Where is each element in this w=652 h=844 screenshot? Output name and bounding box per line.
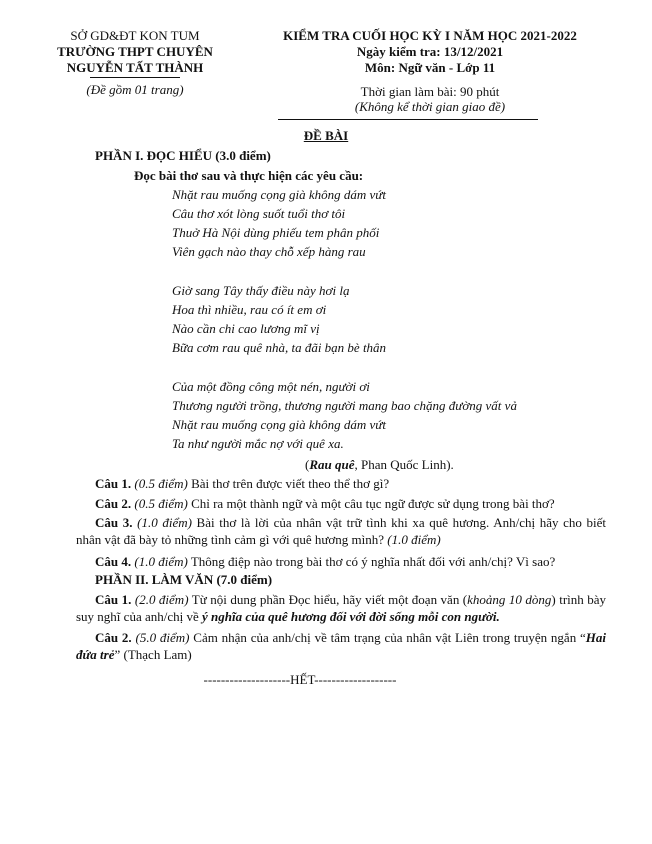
question-text: Bài thơ là lời của nhân vật trữ tình khi xa quê hương. Anh/chị hãy cho biết nhân vật đã bày tỏ những tình cảm gì với quê hương mình? (76, 515, 606, 547)
essay-question-1 (76, 591, 606, 625)
exam-subject: Môn: Ngữ văn - Lớp 11 (364, 60, 496, 75)
part2-heading: PHẦN II. LÀM VĂN (7.0 điểm) (95, 572, 273, 587)
poem-line: Viên gạch nào thay chỗ xếp hàng rau (172, 244, 366, 259)
school-name-line1: TRƯỜNG THPT CHUYÊN (57, 44, 213, 59)
question-points: (5.0 điểm) (135, 630, 190, 645)
essay-question-2 (76, 629, 606, 663)
poem-line: Nhặt rau muống cọng già không dám vứt (172, 417, 386, 432)
question-text: Thông điệp nào trong bài thơ có ý nghĩa nhất đối với anh/chị? Vì sao? (187, 554, 556, 569)
source-open: ( (305, 457, 310, 472)
question-text: Chỉ ra một thành ngữ và một câu tục ngữ được sử dụng trong bài thơ? (187, 496, 555, 511)
question-length: khoảng 10 dòng (467, 592, 552, 607)
question-label: Câu 2. (95, 496, 132, 511)
work-title: Hai đứa trẻ (76, 630, 607, 662)
poem-line: Thuở Hà Nội dùng phiếu tem phân phối (172, 225, 380, 240)
department-name: SỞ GD&ĐT KON TUM (70, 28, 200, 43)
question-points: (1.0 điểm) (137, 515, 192, 530)
exam-date: Ngày kiểm tra: 13/12/2021 (356, 44, 504, 59)
source-author: , Phan Quốc Linh). (354, 457, 454, 472)
part1-instruction: Đọc bài thơ sau và thực hiện các yêu cầu: (134, 168, 364, 183)
question-label: Câu 1. (95, 592, 132, 607)
poem-source (305, 456, 454, 473)
poem-line: Ta như người mắc nợ với quê xa. (172, 436, 344, 451)
question-label: Câu 3. (95, 515, 133, 530)
page-title: ĐỀ BÀI (303, 128, 349, 143)
part1-heading: PHẦN I. ĐỌC HIỂU (3.0 điểm) (95, 148, 271, 163)
exam-duration-note: (Không kể thời gian giao đề) (354, 99, 506, 114)
poem-line: Hoa thì nhiều, rau có ít em ơi (172, 302, 327, 317)
question-text-a: Từ nội dung phần Đọc hiểu, hãy viết một đoạn văn ( (188, 592, 468, 607)
header-left-underline (90, 77, 180, 78)
poem-line: Thương người trồng, thương người mang bao chặng đường vất vả (172, 398, 517, 413)
question-text-b: ) trình bày suy nghĩ của anh/chị về (76, 592, 607, 624)
question-text-a: Cảm nhận của anh/chị về tâm trạng của nhân vật Liên trong truyện ngắn “ (189, 630, 586, 645)
pages-note: (Đề gồm 01 trang) (86, 82, 184, 97)
poem-line: Giờ sang Tây thấy điều này hơi lạ (172, 283, 350, 298)
exam-duration: Thời gian làm bài: 90 phút (360, 84, 500, 99)
source-title: Rau quê (309, 457, 355, 472)
question-text: Bài thơ trên được viết theo thể thơ gì? (187, 476, 390, 491)
end-marker: --------------------HẾT------------------- (203, 672, 397, 687)
question-label: Câu 1. (95, 476, 132, 491)
poem-line: Của một đồng công một nén, người ơi (172, 379, 370, 394)
header-right-underline (278, 119, 538, 120)
question-points: (1.0 điểm) (134, 554, 188, 569)
question-label: Câu 2. (95, 630, 132, 645)
question-label: Câu 4. (95, 554, 132, 569)
exam-title: KIỂM TRA CUỐI HỌC KỲ I NĂM HỌC 2021-2022 (283, 28, 577, 43)
question-3 (76, 514, 606, 548)
question-points: (0.5 điểm) (134, 476, 188, 491)
poem-line: Câu thơ xót lòng suốt tuổi thơ tôi (172, 206, 346, 221)
poem-line: Nhặt rau muống cọng già không dám vứt (172, 187, 386, 202)
question-text-b: ” (Thạch Lam) (114, 647, 192, 662)
school-name-line2: NGUYỄN TẤT THÀNH (66, 60, 204, 75)
poem-line: Nào cần chi cao lương mĩ vị (172, 321, 320, 336)
question-points: (0.5 điểm) (134, 496, 188, 511)
question-points: (2.0 điểm) (134, 592, 189, 607)
question-tail-points: (1.0 điểm) (384, 532, 441, 547)
question-2 (95, 495, 555, 512)
question-topic: ý nghĩa của quê hương đối với đời sống mỗi con người. (202, 609, 500, 624)
question-1 (95, 475, 389, 492)
question-4 (95, 553, 555, 570)
poem-line: Bữa cơm rau quê nhà, ta đãi bạn bè thân (172, 340, 387, 355)
